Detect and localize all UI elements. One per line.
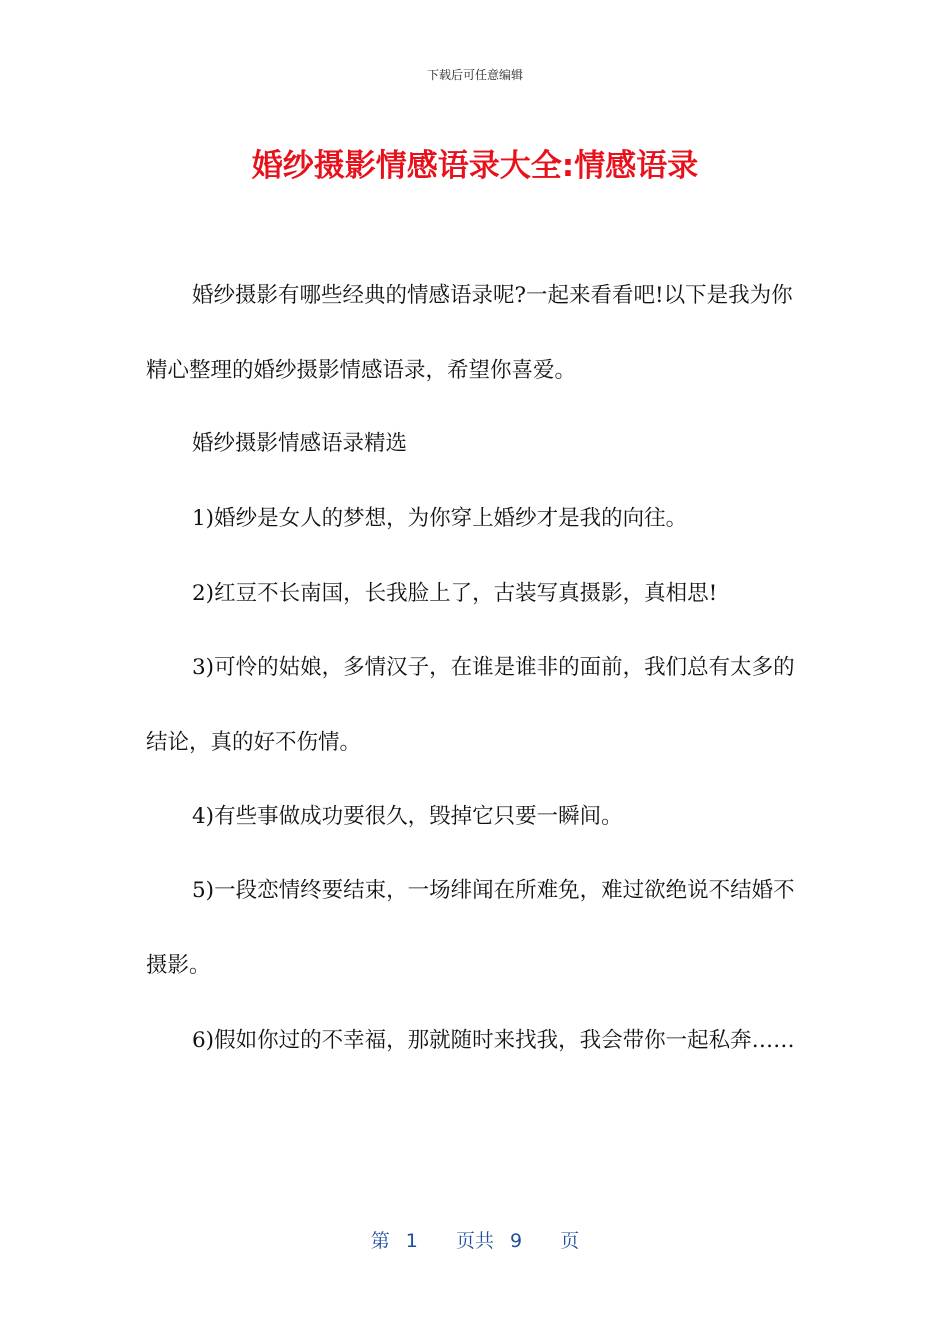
paragraph-intro: 婚纱摄影有哪些经典的情感语录呢?一起来看看吧!以下是我为你精心整理的婚纱摄影情感语录，希望你喜爱。 — [146, 283, 793, 383]
paragraph-quote-2: 2)红豆不长南国，长我脸上了，古装写真摄影，真相思! — [192, 581, 718, 606]
footer-suffix: 页 — [560, 1230, 580, 1252]
paragraph-quote-6: 6)假如你过的不幸福，那就随时来找我，我会带你一起私奔…… — [192, 1028, 795, 1053]
header-note: 下载后可任意编辑 — [426, 68, 523, 82]
page-footer — [0, 1226, 950, 1253]
paragraph-section-heading: 婚纱摄影情感语录精选 — [192, 431, 408, 456]
footer-total-pages: 9 — [510, 1230, 523, 1252]
paragraph-quote-4: 4)有些事做成功要很久，毁掉它只要一瞬间。 — [192, 804, 623, 829]
footer-prefix: 第 — [370, 1230, 390, 1252]
paragraph-quote-5: 5)一段恋情终要结束，一场绯闻在所难免，难过欲绝说不结婚不摄影。 — [146, 878, 795, 978]
footer-middle: 页共 — [455, 1230, 494, 1252]
document-title: 婚纱摄影情感语录大全:情感语录 — [251, 148, 699, 184]
paragraph-quote-1: 1)婚纱是女人的梦想，为你穿上婚纱才是我的向往。 — [192, 506, 688, 531]
paragraph-quote-3: 3)可怜的姑娘，多情汉子，在谁是谁非的面前，我们总有太多的结论，真的好不伤情。 — [146, 655, 795, 755]
footer-page-number: 1 — [405, 1230, 418, 1252]
